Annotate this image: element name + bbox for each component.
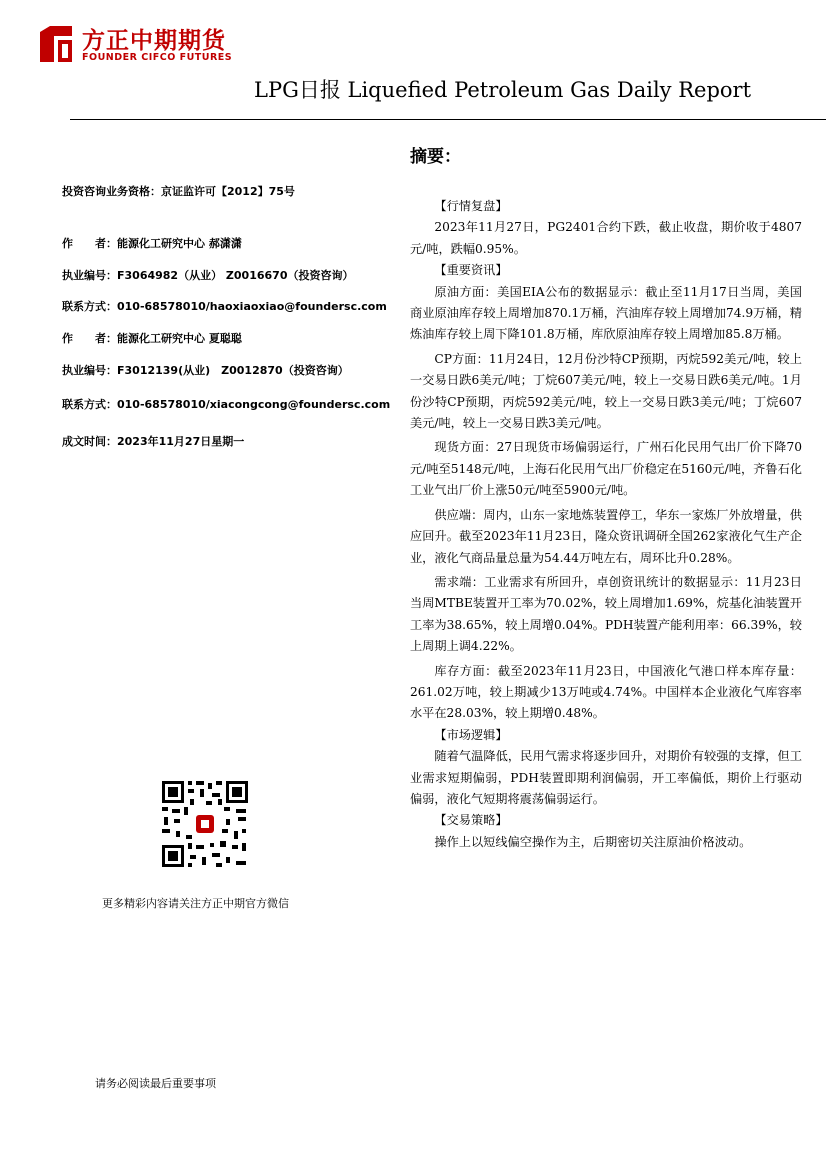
logo-text-en: FOUNDER CIFCO FUTURES (82, 52, 233, 63)
trading-strategy-paragraph: 操作上以短线偏空操作为主，后期密切关注原油价格波动。 (434, 834, 752, 849)
news-cp-paragraph: CP方面：11月24日，12月份沙特CP预期，丙烷592美元/吨，较上一交易日跌6美元/吨；丁烷607美元/吨，较上一交易日跌6美元/吨。1月份沙特CP预期，丙烷592美元/吨，较上一交易日跌3美元/吨；丁烷607美元/吨，较上一交易日跌3美元/吨。 (410, 351, 802, 431)
qualification-line: 投资咨询业务资格：京证监许可【2012】75号 (62, 185, 295, 198)
wechat-qr-code (160, 779, 250, 869)
header-divider (70, 119, 826, 120)
company-logo (36, 22, 256, 66)
logo-text-cn: 方正中期期货 (82, 28, 226, 54)
section-heading-trading-strategy: 【交易策略】 (434, 813, 508, 828)
analyst-1-license: 执业编号：F3064982（从业） Z0016670（投资咨询） (62, 269, 354, 282)
section-heading-market-review: 【行情复盘】 (434, 199, 508, 213)
news-supply-paragraph: 供应端：周内，山东一家地炼装置停工，华东一家炼厂外放增量，供应回升。截至2023年11月23日，隆众资讯调研全国262家液化气生产企业，液化气商品量总量为54.44万吨左右，周环比升0.28%。 (410, 507, 802, 565)
analyst-1-author: 作 者：能源化工研究中心 郝潇潇 (62, 237, 242, 250)
qr-code-icon (160, 779, 250, 869)
analyst-2-author: 作 者：能源化工研究中心 夏聪聪 (62, 332, 242, 345)
report-title: LPG日报 Liquefied Petroleum Gas Daily Report (254, 78, 752, 102)
summary-body (410, 196, 802, 853)
analyst-2-license: 执业编号：F3012139(从业) Z0012870（投资咨询） (62, 364, 349, 377)
market-logic-paragraph: 随着气温降低，民用气需求将逐步回升，对期价有较强的支撑，但工业需求短期偏弱，PDH装置即期利润偏弱，开工率偏低，期价上行驱动偏弱，液化气短期将震荡偏弱运行。 (410, 749, 802, 806)
analyst-2-contact: 联系方式：010-68578010/xiacongcong@foundersc.com (62, 398, 391, 411)
section-heading-market-logic: 【市场逻辑】 (434, 727, 508, 742)
footer-disclaimer-note: 请务必阅读最后重要事项 (95, 1077, 216, 1090)
news-crude-paragraph: 原油方面：美国EIA公布的数据显示：截止至11月17日当周，美国商业原油库存较上周增加870.1万桶，汽油库存较上周增加74.9万桶，精炼油库存较上周下降101.8万桶，库欣原油库存较上周增加85.8万桶。 (410, 284, 802, 342)
news-inventory-paragraph: 库存方面：截至2023年11月23日，中国液化气港口样本库存量：261.02万吨，较上期减少13万吨或4.74%。中国样本企业液化气库容率水平在28.03%，较上期增0.48%。 (410, 663, 802, 721)
news-spot-paragraph: 现货方面：27日现货市场偏弱运行，广州石化民用气出厂价下降70元/吨至5148元/吨，上海石化民用气出厂价稳定在5160元/吨，齐鲁石化工业气出厂价上涨50元/吨至5900元/吨。 (410, 440, 802, 498)
qr-caption: 更多精彩内容请关注方正中期官方微信 (102, 897, 289, 910)
news-demand-paragraph: 需求端：工业需求有所回升，卓创资讯统计的数据显示：11月23日当周MTBE装置开工率为70.02%，较上周增加1.69%，烷基化油装置开工率为38.65%，较上周增0.04%。PDH装置产能利用率：66.39%，较上周期上调4.22%。 (410, 574, 802, 654)
analyst-1-contact: 联系方式：010-68578010/haoxiaoxiao@foundersc.com (62, 300, 387, 313)
report-date: 成文时间：2023年11月27日星期一 (62, 435, 245, 448)
section-heading-key-news: 【重要资讯】 (434, 263, 508, 278)
market-review-paragraph: 2023年11月27日，PG2401合约下跌，截止收盘，期价收于4807元/吨，跌幅0.95%。 (410, 220, 802, 256)
logo-mark-icon (36, 24, 76, 64)
summary-title: 摘要： (410, 147, 461, 167)
